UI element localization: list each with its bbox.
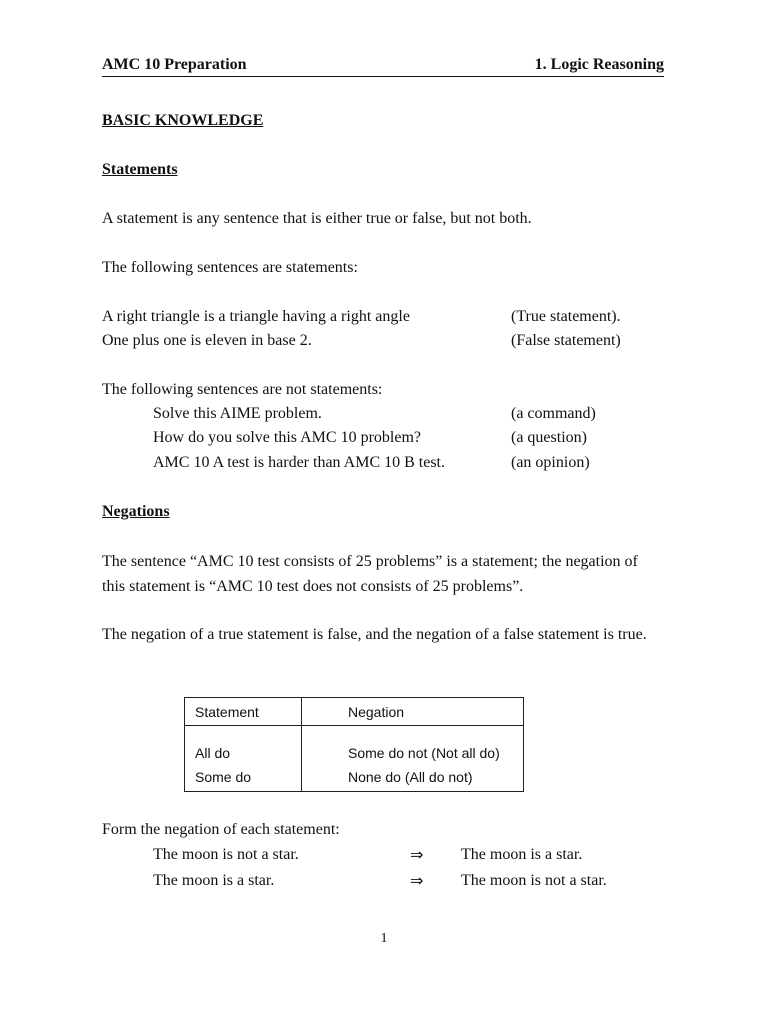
table-header-divider <box>185 725 523 726</box>
exercise-statement: The moon is a star. <box>153 872 275 889</box>
statements-heading: Statements <box>102 161 178 178</box>
exercise-statement: The moon is not a star. <box>153 846 299 863</box>
non-statement-label: (a command) <box>511 405 596 422</box>
non-statement-text: AMC 10 A test is harder than AMC 10 B test. <box>153 454 445 471</box>
example-statement-label: (False statement) <box>511 332 621 349</box>
table-cell: Some do <box>195 769 252 785</box>
header-course-title: AMC 10 Preparation <box>102 56 247 73</box>
table-column-divider <box>301 698 302 791</box>
negation-table <box>184 697 524 792</box>
page-number: 1 <box>380 931 388 946</box>
exercise-intro: Form the negation of each statement: <box>102 821 340 838</box>
table-header-statement: Statement <box>195 704 259 720</box>
statement-definition: A statement is any sentence that is either true or false, but not both. <box>102 210 532 227</box>
table-header-negation: Negation <box>348 704 405 720</box>
table-cell: None do (All do not) <box>348 769 473 785</box>
exercise-negation: The moon is a star. <box>461 846 583 863</box>
statements-examples-intro: The following sentences are statements: <box>102 259 358 276</box>
example-statement-label: (True statement). <box>511 308 621 325</box>
table-cell: All do <box>195 745 231 761</box>
example-statement-text: One plus one is eleven in base 2. <box>102 332 312 349</box>
non-statement-label: (a question) <box>511 429 587 446</box>
non-statements-intro: The following sentences are not statements: <box>102 381 383 398</box>
example-statement-text: A right triangle is a triangle having a right angle <box>102 308 410 325</box>
negations-heading: Negations <box>102 503 170 520</box>
exercise-negation: The moon is not a star. <box>461 872 607 889</box>
page-header <box>102 56 664 77</box>
non-statement-text: Solve this AIME problem. <box>153 405 322 422</box>
negation-paragraph-1: The sentence “AMC 10 test consists of 25 problems” is a statement; the negation of this statement is “AMC 10 test does not consists of 25 problems”. <box>102 553 638 595</box>
negation-paragraph-2: The negation of a true statement is false, and the negation of a false statement is true. <box>102 626 647 643</box>
table-cell: Some do not (Not all do) <box>348 745 500 761</box>
implies-arrow: ⇒ <box>410 871 424 890</box>
implies-arrow: ⇒ <box>410 845 424 864</box>
non-statement-text: How do you solve this AMC 10 problem? <box>153 429 421 446</box>
header-chapter-title: 1. Logic Reasoning <box>534 56 664 73</box>
section-title: BASIC KNOWLEDGE <box>102 112 264 129</box>
non-statement-label: (an opinion) <box>511 454 590 471</box>
